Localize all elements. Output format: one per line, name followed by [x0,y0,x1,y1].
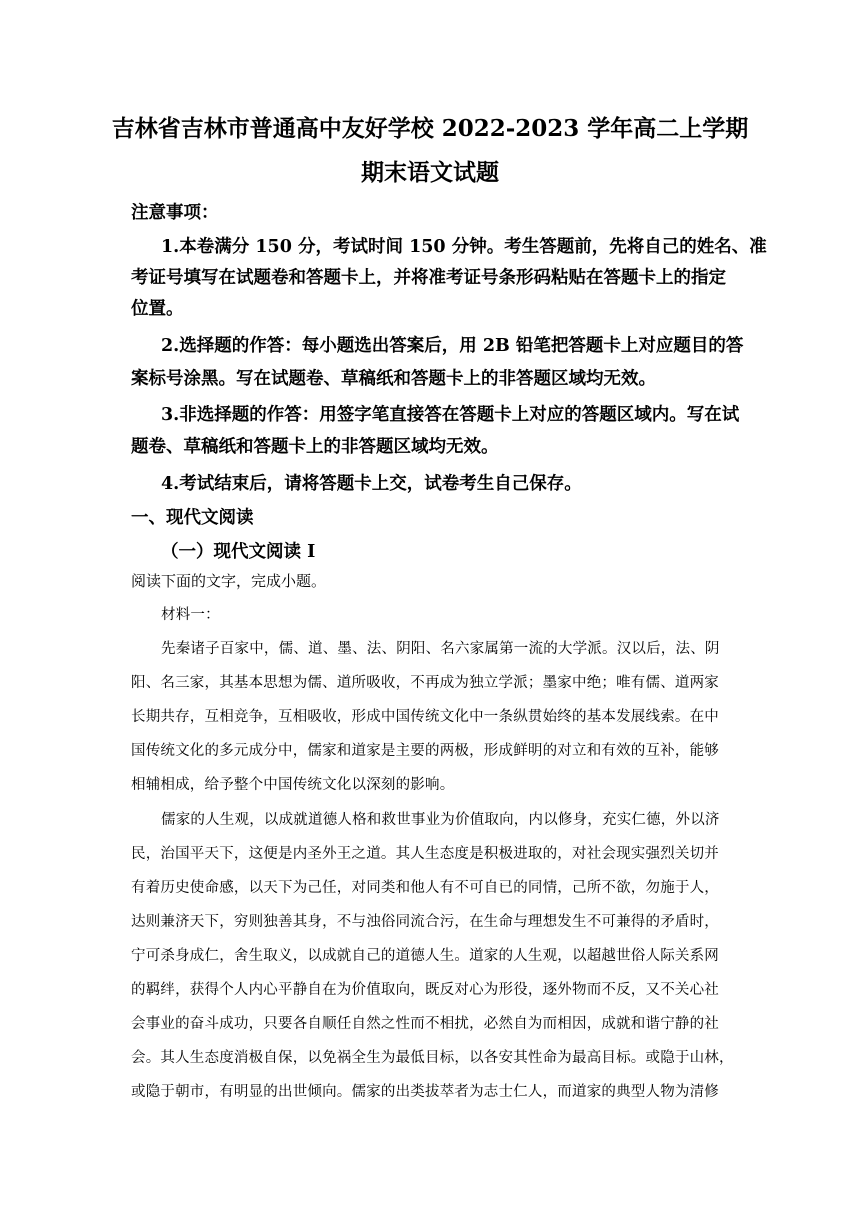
notice-line: 案标号涂黑。写在试题卷、草稿纸和答题卡上的非答题区域均无效。 [131,369,656,389]
notice-line: 1.本卷满分 150 分，考试时间 150 分钟。考生答题前，先将自己的姓名、准 [161,237,767,257]
paragraph-line: 或隐于朝市，有明显的出世倾向。儒家的出类拔萃者为志士仁人，而道家的典型人物为清修 [131,1084,719,1100]
notice-line: 2.选择题的作答：每小题选出答案后，用 2B 铅笔把答题卡上对应题目的答 [161,336,744,356]
paragraph-line: 会事业的奋斗成功，只要各自顺任自然之性而不相扰，必然自为而相因，成就和谐宁静的社 [131,1016,719,1032]
paragraph-line: 有着历史使命感，以天下为己任，对同类和他人有不可自已的同情，己所不欲，勿施于人， [131,880,719,896]
paragraph-line: 先秦诸子百家中，儒、道、墨、法、阴阳、名六家属第一流的大学派。汉以后，法、阴 [161,641,720,657]
notice-line: 4.考试结束后，请将答题卡上交，试卷考生自己保存。 [161,474,582,494]
notice-heading: 注意事项： [131,203,219,223]
document-title-line-1: 吉林省吉林市普通高中友好学校 2022-2023 学年高二上学期 [111,115,749,142]
paragraph-line: 的羁绊，获得个人内心平静自在为价值取向，既反对心为形役，逐外物而不反，又不关心社 [131,982,719,998]
paragraph-line: 儒家的人生观，以成就道德人格和救世事业为价值取向，内以修身，充实仁德，外以济 [161,812,720,828]
paragraph-line: 会。其人生态度消极自保，以免祸全生为最低目标，以各安其性命为最高目标。或隐于山林， [131,1050,734,1066]
paragraph-line: 国传统文化的多元成分中，儒家和道家是主要的两极，形成鲜明的对立和有效的互补，能够 [131,743,719,759]
section-heading: 一、现代文阅读 [131,508,254,528]
paragraph-line: 相辅相成，给予整个中国传统文化以深刻的影响。 [131,777,455,793]
notice-line: 题卷、草稿纸和答题卡上的非答题区域均无效。 [131,437,499,457]
paragraph-line: 民，治国平天下，这便是内圣外王之道。其人生态度是积极进取的，对社会现实强烈关切并 [131,846,719,862]
notice-line: 3.非选择题的作答：用签字笔直接答在答题卡上对应的答题区域内。写在试 [161,405,740,425]
paragraph-line: 达则兼济天下，穷则独善其身，不与浊俗同流合污，在生命与理想发生不可兼得的矛盾时， [131,914,719,930]
paragraph-line: 阳、名三家，其基本思想为儒、道所吸收，不再成为独立学派；墨家中绝；唯有儒、道两家 [131,675,719,691]
material-label: 材料一： [161,607,220,623]
reading-instruction: 阅读下面的文字，完成小题。 [131,572,327,590]
paragraph-line: 宁可杀身成仁，舍生取义，以成就自己的道德人生。道家的人生观，以超越世俗人际关系网 [131,948,719,964]
notice-line: 位置。 [131,299,184,319]
notice-line: 考证号填写在试题卷和答题卡上，并将准考证号条形码粘贴在答题卡上的指定 [131,268,726,288]
document-title-line-2: 期末语文试题 [361,159,499,186]
paragraph-line: 长期共存，互相竞争，互相吸收，形成中国传统文化中一条纵贯始终的基本发展线索。在中 [131,709,719,725]
subsection-heading: （一）现代文阅读 I [161,542,316,562]
